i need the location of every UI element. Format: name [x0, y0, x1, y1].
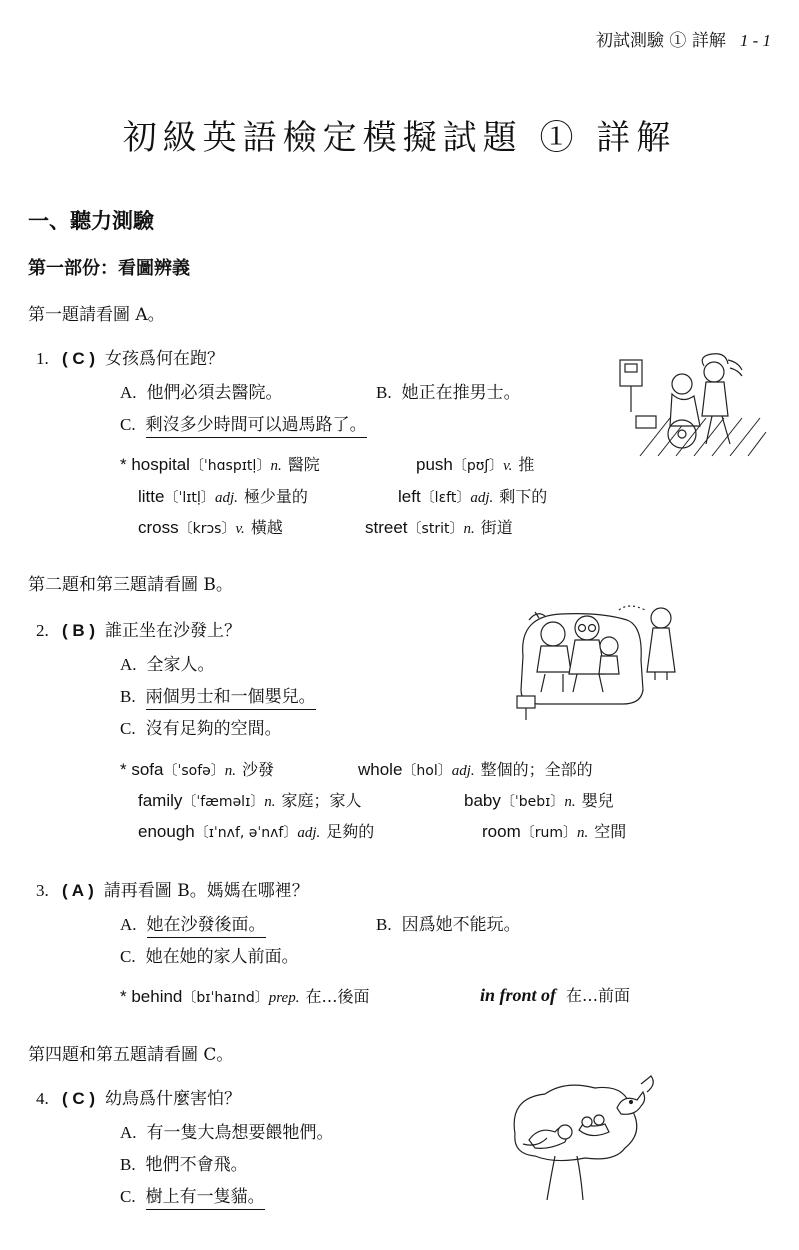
vocab-row: litte〔ˈlɪtḷ〕adj. 極少量的	[138, 487, 308, 506]
part-heading: 第一部份：看圖辨義	[28, 258, 190, 279]
option-b: B. 因爲她不能玩。	[376, 915, 521, 935]
instruction-2: 第二題和第三題請看圖 B。	[28, 575, 233, 595]
vocab-row: baby〔ˈbebɪ〕n. 嬰兒	[464, 791, 614, 810]
vocab-row: left〔lɛft〕adj. 剩下的	[398, 487, 548, 506]
vocab-row: street〔strit〕n. 街道	[365, 518, 513, 537]
answer-key: ( A )	[62, 881, 94, 900]
page-number: 1 - 1	[739, 31, 771, 50]
section-heading: 一、聽力測驗	[28, 209, 154, 233]
option-c-correct: C. 樹上有一隻貓。	[120, 1182, 265, 1207]
vocab-row: in front of 在…前面	[480, 985, 631, 1005]
vocab-row: * sofa〔ˈsofə〕n. 沙發	[120, 760, 274, 779]
option-b-correct: B. 兩個男士和一個嬰兒。	[120, 682, 316, 707]
option-c: C. 沒有足夠的空間。	[120, 719, 282, 739]
vocab-row: room〔rum〕n. 空間	[482, 822, 627, 841]
answer-key: ( B )	[62, 621, 96, 640]
question-3	[36, 876, 309, 901]
option-b: B. 牠們不會飛。	[120, 1155, 248, 1175]
option-a: A. 有一隻大鳥想要餵牠們。	[120, 1123, 334, 1143]
option-a: A. 全家人。	[120, 655, 215, 675]
question-number: 3.	[36, 881, 49, 900]
vocab-row: push〔pʊʃ〕v. 推	[416, 455, 535, 474]
page-title: 初級英語檢定模擬試題 ① 詳解	[122, 118, 677, 158]
vocab-row: whole〔hol〕adj. 整個的；全部的	[358, 760, 593, 779]
vocab-row: * hospital〔ˈhɑspɪtḷ〕n. 醫院	[120, 455, 320, 474]
option-c-correct: C. 剩沒多少時間可以過馬路了。	[120, 410, 367, 435]
question-1	[36, 344, 224, 369]
answer-key: ( C )	[62, 349, 96, 368]
instruction-3: 第四題和第五題請看圖 C。	[28, 1045, 234, 1065]
question-number: 1.	[36, 349, 49, 368]
option-b: B. 她正在推男士。	[376, 383, 521, 403]
option-a-correct: A. 她在沙發後面。	[120, 910, 266, 935]
picture-a-crosswalk-illustration	[600, 348, 768, 460]
vocab-row: enough〔ɪˈnʌf, əˈnʌf〕adj. 足夠的	[138, 822, 375, 841]
vocab-row: * behind〔bɪˈhaɪnd〕prep. 在…後面	[120, 987, 370, 1006]
picture-b-family-sofa-illustration	[515, 598, 685, 724]
question-2	[36, 616, 241, 641]
option-c: C. 她在她的家人前面。	[120, 947, 299, 967]
question-text: 請再看圖 B。媽媽在哪裡？	[103, 881, 309, 901]
picture-c-tree-cat-birds-illustration	[505, 1074, 677, 1202]
question-text: 誰正坐在沙發上？	[105, 621, 242, 641]
instruction-1: 第一題請看圖 A。	[28, 305, 165, 325]
answer-key: ( C )	[62, 1089, 96, 1108]
running-header	[596, 26, 771, 51]
question-text: 女孩爲何在跑？	[105, 349, 225, 369]
vocab-row: family〔ˈfæməlɪ〕n. 家庭；家人	[138, 791, 362, 810]
option-a: A. 他們必須去醫院。	[120, 383, 283, 403]
question-number: 2.	[36, 621, 49, 640]
question-4	[36, 1084, 241, 1109]
question-text: 幼鳥爲什麼害怕？	[105, 1089, 242, 1109]
question-number: 4.	[36, 1089, 49, 1108]
header-text: 初試測驗 ① 詳解	[596, 31, 726, 51]
vocab-row: cross〔krɔs〕v. 橫越	[138, 518, 283, 537]
